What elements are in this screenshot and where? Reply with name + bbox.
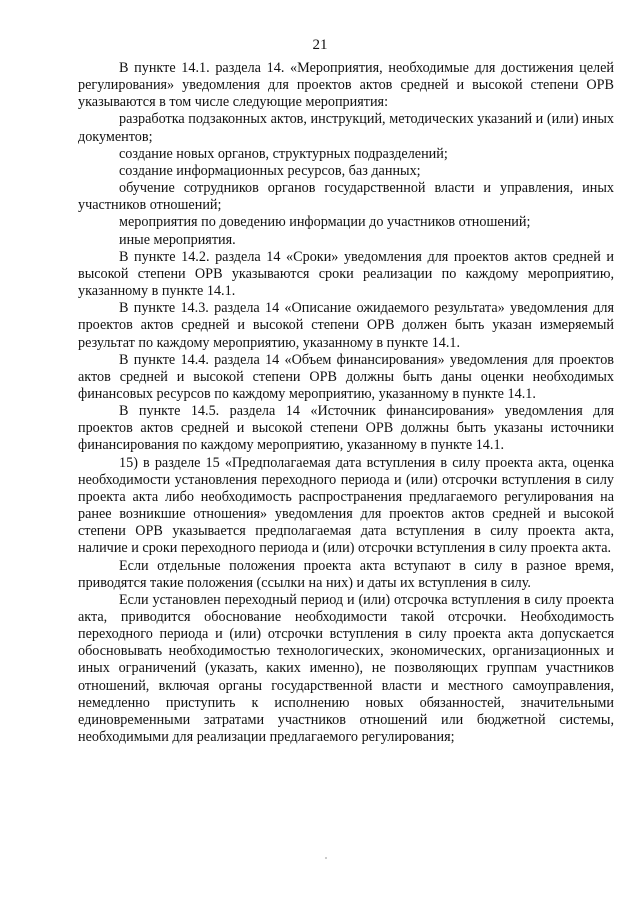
document-body (78, 60, 614, 746)
list-item-subordinate-acts: разработка подзаконных актов, инструкций, методических указаний и (или) иных документов; (78, 111, 614, 145)
paragraph-14-4: В пункте 14.4. раздела 14 «Объем финансирования» уведомления для проектов актов средней и высокой степени ОРВ должны быть даны оценки необходимых финансовых ресурсов по каждому мероприятию, указанному в пункте 14.1. (78, 351, 614, 402)
paragraph-transition-period: Если установлен переходный период и (или) отсрочка вступления в силу проекта акта, приводится обоснование необходимости такой отсрочки. Необходимость переходного периода и (или) отсрочки вступления в силу проекта акта допускается обосновывать необходимостью технологических, экономических, организационных и иных ограничений (указать, каких именно), не позволяющих группам участников отношений, включая органы государственной власти и местного самоуправления, немедленно приступить к исполнению новых обязанностей, значительными единовременными затратами участников отношений или бюджетной системы, необходимыми для реализации предлагаемого регулирования; (78, 591, 614, 746)
scan-speck (325, 857, 327, 859)
paragraph-section-15: 15) в разделе 15 «Предполагаемая дата вступления в силу проекта акта, оценка необходимости установления переходного периода и (или) отсрочки вступления в силу проекта акта либо необходимость распространения предлагаемого регулирования на ранее возникшие отношения» уведомления для проектов актов средней и высокой степени ОРВ указывается предполагаемая дата вступления в силу проекта акта, наличие и сроки переходного периода и (или) отсрочки вступления в силу проекта акта. (78, 454, 614, 557)
list-item-info-resources: создание информационных ресурсов, баз данных; (119, 162, 421, 179)
paragraph-14-1: В пункте 14.1. раздела 14. «Мероприятия, необходимые для достижения целей регулирования» уведомления для проектов актов средней и высокой степени ОРВ указываются в том числе следующие мероприятия: (78, 60, 614, 111)
paragraph-14-3: В пункте 14.3. раздела 14 «Описание ожидаемого результата» уведомления для проектов актов средней и высокой степени ОРВ должен быть указан измеряемый результат по каждому мероприятию, указанному в пункте 14.1. (78, 300, 614, 351)
list-item-other: иные мероприятия. (119, 231, 236, 248)
paragraph-14-5: В пункте 14.5. раздела 14 «Источник финансирования» уведомления для проектов актов средней и высокой степени ОРВ должны быть указаны источники финансирования по каждому мероприятию, указанному в пункте 14.1. (78, 403, 614, 454)
list-item-new-bodies: создание новых органов, структурных подразделений; (119, 145, 448, 162)
paragraph-14-2: В пункте 14.2. раздела 14 «Сроки» уведомления для проектов актов средней и высокой степени ОРВ указываются сроки реализации по каждому мероприятию, указанному в пункте 14.1. (78, 248, 614, 300)
paragraph-different-dates: Если отдельные положения проекта акта вступают в силу в разное время, приводятся такие положения (ссылки на них) и даты их вступления в силу. (78, 557, 614, 591)
list-item-informing: мероприятия по доведению информации до участников отношений; (119, 214, 531, 231)
list-item-staff-training: обучение сотрудников органов государственной власти и управления, иных участников отношений; (78, 180, 614, 214)
page-number: 21 (312, 37, 328, 53)
